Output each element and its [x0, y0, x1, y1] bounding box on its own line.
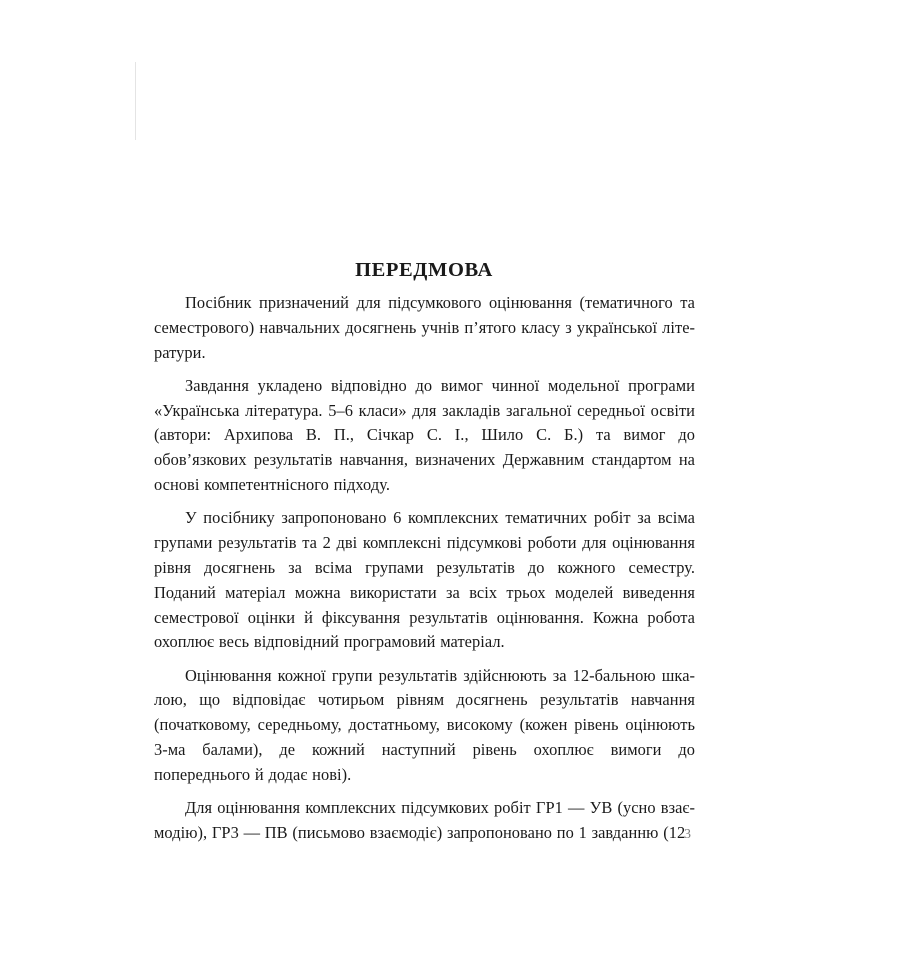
paragraph-works: У посібнику запропоновано 6 комплексних тематичних робіт за всіма групами результатів та 2 дві комплексні підсумкові роботи для оцінювання рівня досягнень за всіма групами результатів до кожного семестру. Поданий матеріал можна використати за всіх трьох моделей виведення семестрової оцінки й фіксування результатів оцінювання. Кожна робота охоплює весь відповідний програмовий матеріал.	[154, 508, 695, 652]
paragraph-program: Завдання укладено відповідно до вимог чинної модельної програми «Українська література. 5–6 класи» для закладів загальної середньої освіти (автори: Архипова В. П., Січкар С. І., Шило С. Б.) та вимог до обов’язкових результатів навчання, визначених Державним стандартом на основі компетентнісного підходу.	[154, 375, 695, 495]
paragraph-purpose: Посібник призначений для підсумкового оцінювання (тематичного та семестрового) навчальних досягнень учнів п’ятого класу з української літератури.	[154, 293, 695, 362]
scan-artifact	[135, 62, 136, 140]
page-title: ПЕРЕДМОВА	[355, 258, 493, 281]
paragraph-final-works: Для оцінювання комплексних підсумкових робіт ГР1 — УВ (усно взаємодію), ГР3 — ПВ (письмово взаємодіє) запропоновано по 1 завданню (12	[154, 798, 695, 842]
paragraph-grading-scale: Оцінювання кожної групи результатів здійснюють за 12-бальною шкалою, що відповідає чотирьом рівням досягнень результатів навчання (початковому, середньому, достатньому, високому (кожен рівень оцінюють 3-ма балами), де кожний наступний рівень охоплює вимоги до попереднього й додає нові).	[154, 665, 695, 784]
page-number: 3	[684, 827, 691, 842]
body-text	[154, 291, 695, 846]
